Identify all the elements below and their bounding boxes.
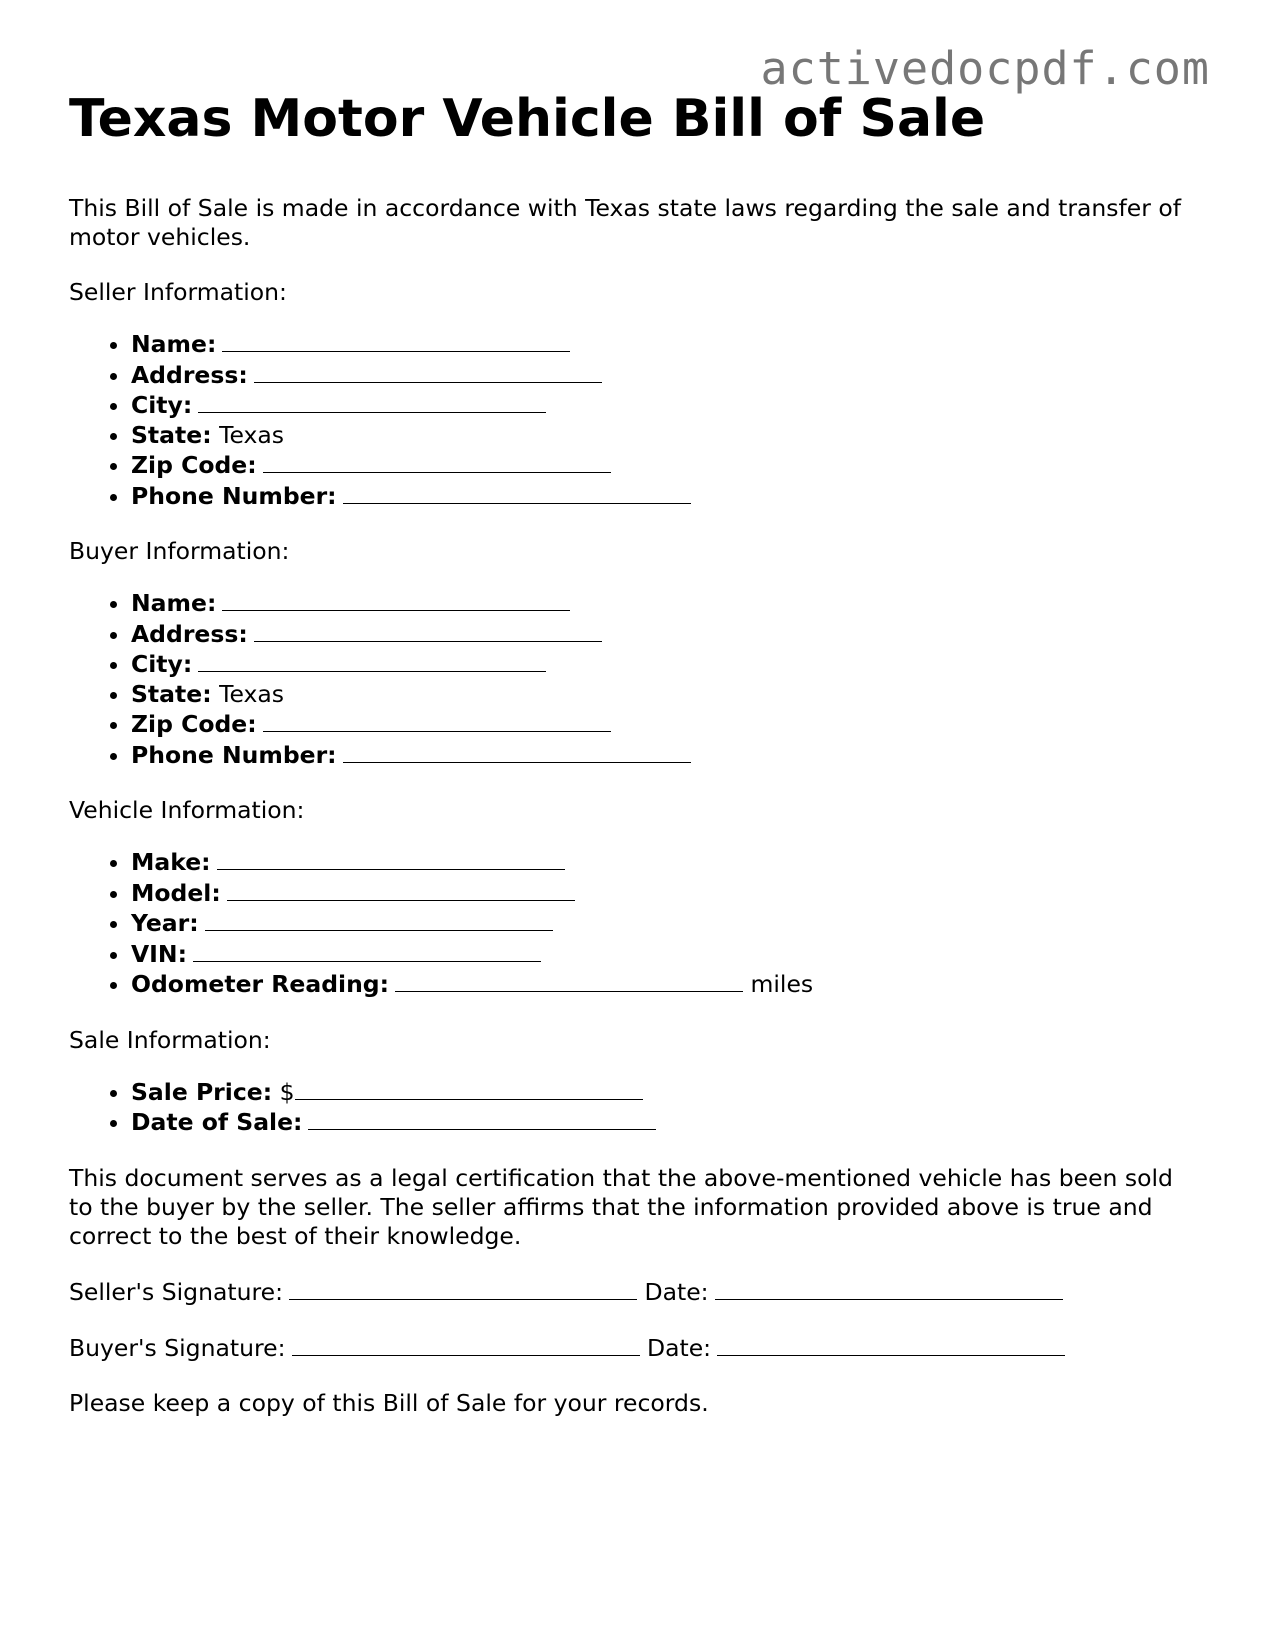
buyer-phone-field: • Phone Number: — [131, 740, 1199, 771]
buyer-zip-field: • Zip Code: — [131, 709, 1199, 740]
currency-symbol: $ — [279, 1077, 295, 1106]
vehicle-fields — [69, 847, 1199, 1000]
document-body — [69, 88, 1199, 1418]
seller-city-field: • City: — [131, 390, 1199, 421]
seller-heading: Seller Information: — [69, 278, 287, 306]
seller-state-value: Texas — [219, 420, 285, 449]
vehicle-make-blank[interactable] — [217, 847, 565, 870]
vehicle-odometer-blank[interactable] — [395, 969, 743, 992]
vehicle-model-field: • Model: — [131, 878, 1199, 909]
vehicle-vin-blank[interactable] — [193, 939, 541, 962]
sale-date-blank[interactable] — [308, 1107, 656, 1130]
buyer-signature-label: Buyer's Signature: — [69, 1333, 286, 1362]
buyer-date-label: Date: — [647, 1333, 712, 1362]
vehicle-heading: Vehicle Information: — [69, 796, 305, 824]
closing-note: Please keep a copy of this Bill of Sale for your records. — [69, 1388, 709, 1417]
vehicle-year-blank[interactable] — [205, 908, 553, 931]
buyer-fields — [69, 588, 1199, 770]
certification-paragraph: This document serves as a legal certification that the above-mentioned vehicle has been sold to the buyer by the seller. The seller affirms that the information provided above is true and correct to the best of their knowledge. — [69, 1163, 1173, 1250]
buyer-address-blank[interactable] — [254, 619, 602, 642]
seller-date-label: Date: — [644, 1277, 709, 1306]
seller-name-blank[interactable] — [222, 329, 570, 352]
seller-signature-label: Seller's Signature: — [69, 1277, 284, 1306]
buyer-signature-line — [69, 1333, 1199, 1363]
seller-state-field: • State: Texas — [131, 421, 1199, 451]
sale-fields — [69, 1077, 1199, 1138]
buyer-state-value: Texas — [219, 679, 285, 708]
seller-fields — [69, 329, 1199, 511]
buyer-state-field: • State: Texas — [131, 680, 1199, 710]
intro-paragraph: This Bill of Sale is made in accordance with Texas state laws regarding the sale and transfer of motor vehicles. — [69, 194, 1182, 251]
watermark: activedocpdf.com — [760, 42, 1210, 95]
vehicle-odometer-field: • Odometer Reading: miles — [131, 969, 1199, 1000]
seller-city-blank[interactable] — [198, 390, 546, 413]
buyer-name-field: • Name: — [131, 588, 1199, 619]
sale-date-field: • Date of Sale: — [131, 1107, 1199, 1138]
vehicle-model-blank[interactable] — [227, 878, 575, 901]
seller-signature-line — [69, 1277, 1199, 1307]
vehicle-make-field: • Make: — [131, 847, 1199, 878]
seller-phone-blank[interactable] — [343, 481, 691, 504]
buyer-zip-blank[interactable] — [263, 709, 611, 732]
document-title: Texas Motor Vehicle Bill of Sale — [69, 89, 986, 149]
buyer-phone-blank[interactable] — [343, 740, 691, 763]
seller-signature-blank[interactable] — [289, 1277, 637, 1300]
seller-name-field: • Name: — [131, 329, 1199, 360]
buyer-heading: Buyer Information: — [69, 537, 290, 565]
sale-heading: Sale Information: — [69, 1025, 271, 1054]
seller-address-blank[interactable] — [254, 360, 602, 383]
sale-price-field: • Sale Price: $ — [131, 1077, 1199, 1108]
sale-price-blank[interactable] — [295, 1077, 643, 1100]
vehicle-vin-field: • VIN: — [131, 939, 1199, 970]
buyer-signature-blank[interactable] — [292, 1333, 640, 1356]
buyer-city-blank[interactable] — [198, 649, 546, 672]
buyer-name-blank[interactable] — [222, 588, 570, 611]
buyer-address-field: • Address: — [131, 619, 1199, 650]
odometer-unit: miles — [750, 970, 814, 998]
seller-phone-field: • Phone Number: — [131, 481, 1199, 512]
buyer-city-field: • City: — [131, 649, 1199, 680]
buyer-date-blank[interactable] — [717, 1333, 1065, 1356]
seller-address-field: • Address: — [131, 360, 1199, 391]
seller-zip-field: • Zip Code: — [131, 450, 1199, 481]
seller-zip-blank[interactable] — [263, 450, 611, 473]
seller-date-blank[interactable] — [715, 1277, 1063, 1300]
vehicle-year-field: • Year: — [131, 908, 1199, 939]
